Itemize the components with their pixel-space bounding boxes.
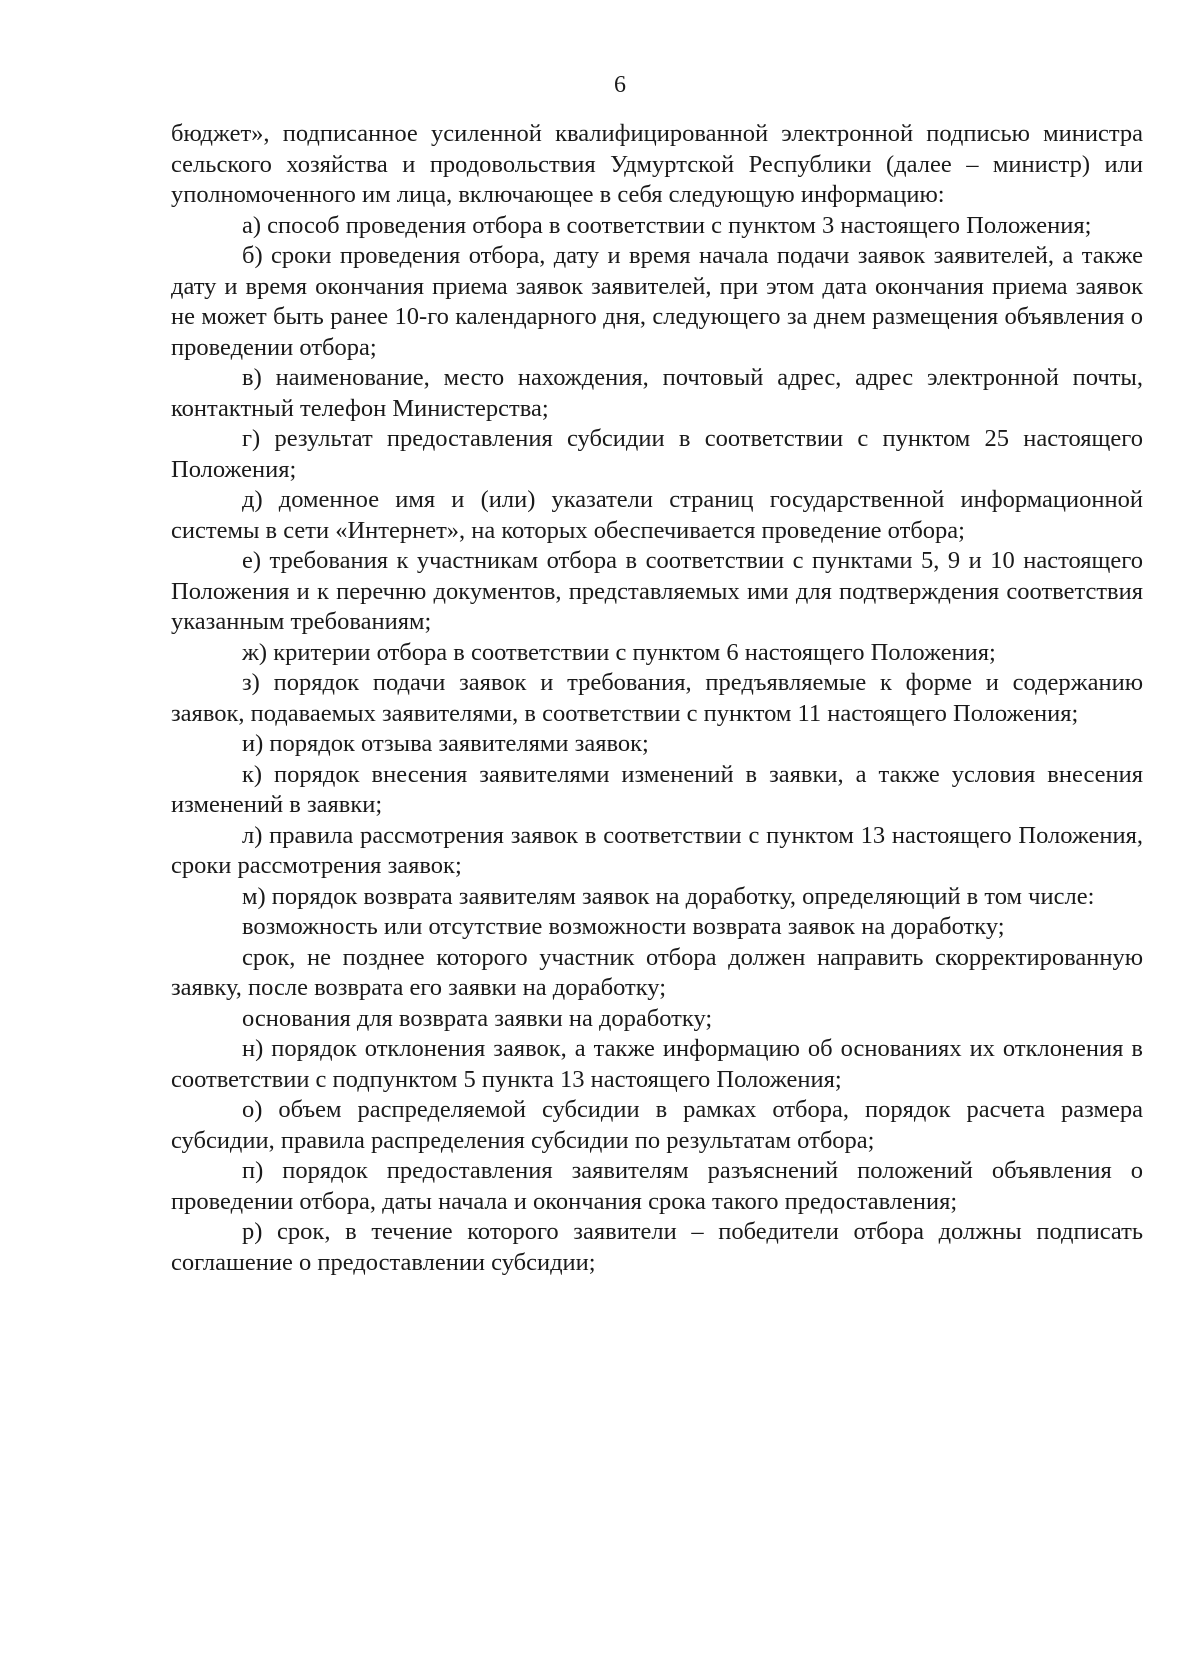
list-item-p: п) порядок предоставления заявителям разъяснений положений объявления о проведении отбора, даты начала и окончания срока такого предоставления; bbox=[171, 1157, 1143, 1215]
list-item-m: м) порядок возврата заявителям заявок на доработку, определяющий в том числе: bbox=[242, 882, 1095, 910]
list-item-e: е) требования к участникам отбора в соответствии с пунктами 5, 9 и 10 настоящего Положения и к перечню документов, представляемых ими для подтверждения соответствия указанным требованиям; bbox=[171, 547, 1143, 635]
list-item-z: з) порядок подачи заявок и требования, предъявляемые к форме и содержанию заявок, подаваемых заявителями, в соответствии с пунктом 11 настоящего Положения; bbox=[171, 669, 1143, 727]
list-item-l: л) правила рассмотрения заявок в соответствии с пунктом 13 настоящего Положения, сроки рассмотрения заявок; bbox=[171, 821, 1143, 879]
paragraph-intro: бюджет», подписанное усиленной квалифицированной электронной подписью министра сельского хозяйства и продовольствия Удмуртской Республики (далее – министр) или уполномоченного им лица, включающее в себя следующую информацию: bbox=[171, 120, 1143, 208]
list-item-n: н) порядок отклонения заявок, а также информацию об основаниях их отклонения в соответствии с подпунктом 5 пункта 13 настоящего Положения; bbox=[171, 1035, 1143, 1093]
sub-item-m-1: возможность или отсутствие возможности возврата заявок на доработку; bbox=[242, 913, 1005, 940]
document-body bbox=[171, 119, 1143, 1278]
sub-item-m-3: основания для возврата заявки на доработку; bbox=[242, 1004, 713, 1032]
sub-item-m-2: срок, не позднее которого участник отбора должен направить скорректированную заявку, после возврата его заявки на доработку; bbox=[171, 943, 1143, 1001]
list-item-r: р) срок, в течение которого заявители – победители отбора должны подписать соглашение о предоставлении субсидии; bbox=[171, 1218, 1143, 1276]
list-item-v: в) наименование, место нахождения, почтовый адрес, адрес электронной почты, контактный телефон Министерства; bbox=[171, 364, 1143, 422]
list-item-g: г) результат предоставления субсидии в соответствии с пунктом 25 настоящего Положения; bbox=[171, 425, 1143, 483]
list-item-k: к) порядок внесения заявителями изменений в заявки, а также условия внесения изменений в заявки; bbox=[171, 760, 1143, 818]
list-item-zh: ж) критерии отбора в соответствии с пунктом 6 настоящего Положения; bbox=[242, 638, 996, 666]
list-item-a: а) способ проведения отбора в соответствии с пунктом 3 настоящего Положения; bbox=[242, 211, 1092, 239]
list-item-b: б) сроки проведения отбора, дату и время начала подачи заявок заявителей, а также дату и время окончания приема заявок заявителей, при этом дата окончания приема заявок не может быть ранее 10-го календарного дня, следующего за днем размещения объявления о проведении отбора; bbox=[171, 242, 1143, 361]
page-number: 6 bbox=[614, 72, 626, 98]
list-item-i: и) порядок отзыва заявителями заявок; bbox=[242, 730, 649, 757]
list-item-d: д) доменное имя и (или) указатели страниц государственной информационной системы в сети «Интернет», на которых обеспечивается проведение отбора; bbox=[171, 486, 1143, 544]
list-item-o: о) объем распределяемой субсидии в рамках отбора, порядок расчета размера субсидии, правила распределения субсидии по результатам отбора; bbox=[171, 1096, 1143, 1154]
